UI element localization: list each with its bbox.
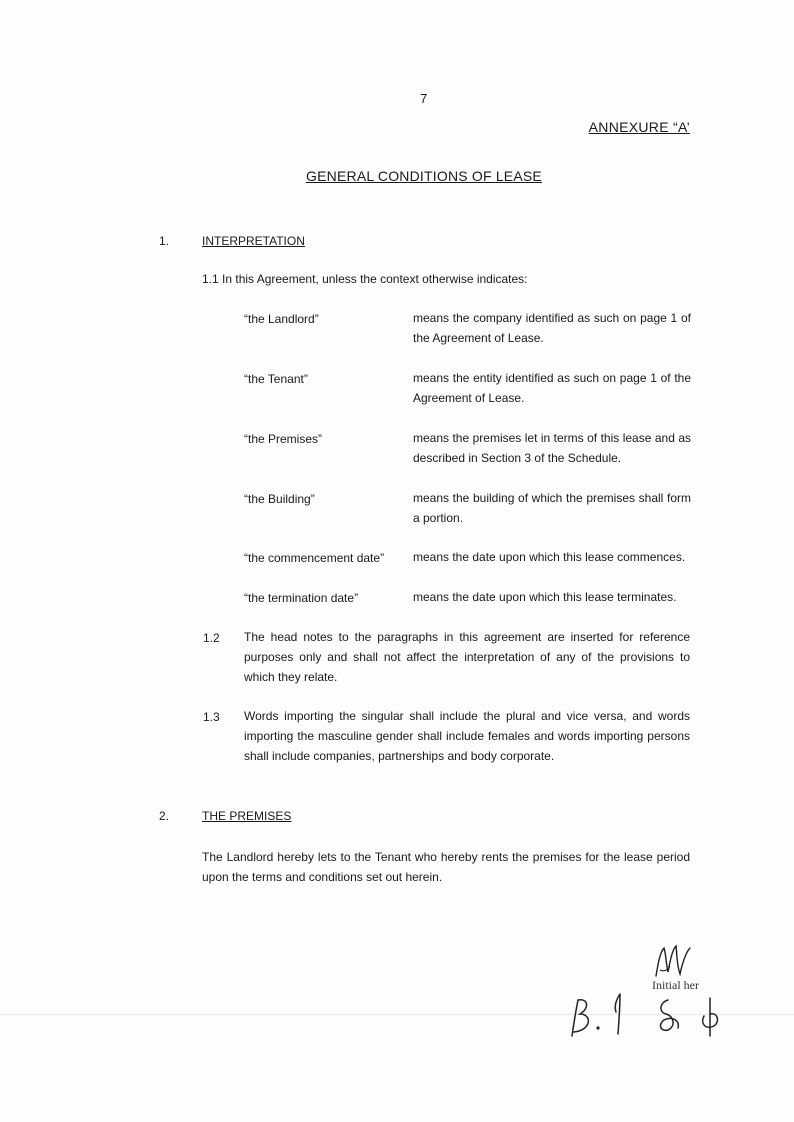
definition-meaning: means the company identified as such on page 1 of the Agreement of Lease. xyxy=(413,311,691,345)
clause-1-1-intro: 1.1 In this Agreement, unless the context otherwise indicates: xyxy=(202,272,528,286)
section-1-heading: INTERPRETATION xyxy=(202,234,305,248)
definition-meaning: means the building of which the premises shall form a portion. xyxy=(413,491,691,525)
section-1-number: 1. xyxy=(159,234,170,248)
definition-meaning: means the date upon which this lease terminates. xyxy=(413,590,677,604)
handwritten-initials-row xyxy=(564,990,734,1042)
clause-number: 1.3 xyxy=(203,710,220,724)
page-number: 7 xyxy=(420,91,428,106)
section-2-heading: THE PREMISES xyxy=(202,809,292,823)
annexure-label: ANNEXURE “A’ xyxy=(588,119,690,135)
clause-text: Words importing the singular shall include the plural and vice versa, and words importing the masculine gender shall include females and words importing persons shall include companies, partnerships and body corporate. xyxy=(244,709,690,763)
definition-term: “the Tenant” xyxy=(244,372,308,386)
document-title: GENERAL CONDITIONS OF LEASE xyxy=(306,168,542,184)
clause-text: The head notes to the paragraphs in this agreement are inserted for reference purposes only and shall not affect the interpretation of any of the provisions to which they relate. xyxy=(244,630,690,684)
section-2-text: The Landlord hereby lets to the Tenant who hereby rents the premises for the lease period upon the terms and conditions set out herein. xyxy=(202,850,690,884)
initial-here-label: Initial her xyxy=(652,978,699,992)
section-2-number: 2. xyxy=(159,809,170,823)
definition-meaning: means the date upon which this lease commences. xyxy=(413,550,686,564)
clause-number: 1.2 xyxy=(203,631,220,645)
definition-term: “the commencement date” xyxy=(244,551,385,565)
definition-meaning: means the entity identified as such on page 1 of the Agreement of Lease. xyxy=(413,371,691,405)
definition-meaning: means the premises let in terms of this lease and as described in Section 3 of the Schedule. xyxy=(413,431,691,465)
definition-term: “the termination date” xyxy=(244,591,359,605)
definition-term: “the Premises” xyxy=(244,432,323,446)
definition-term: “the Landlord” xyxy=(244,312,319,326)
handwritten-initials-top xyxy=(650,942,698,980)
definition-term: “the Building” xyxy=(244,492,315,506)
